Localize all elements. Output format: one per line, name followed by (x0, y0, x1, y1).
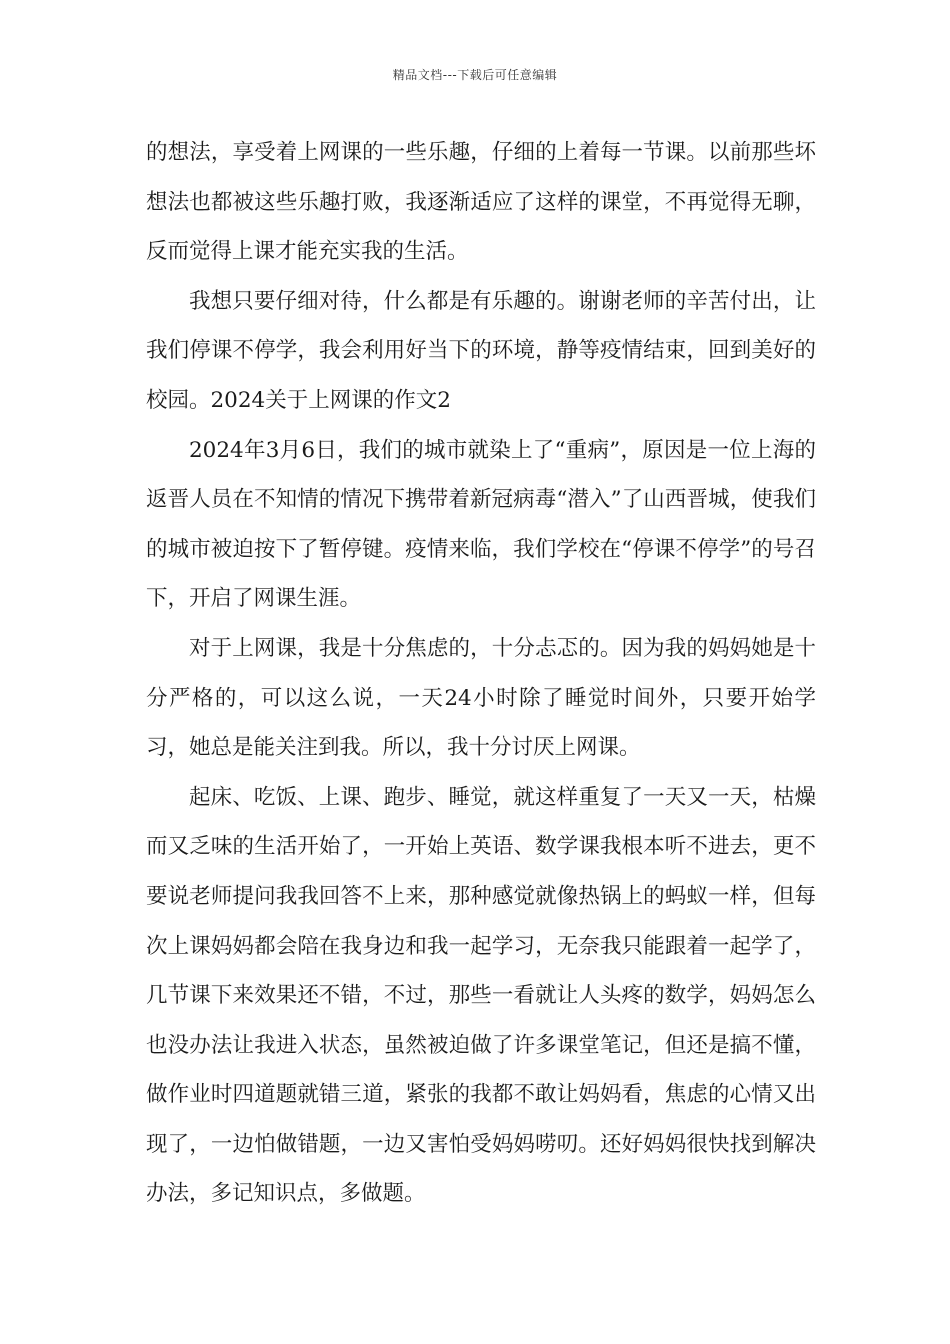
paragraph-3: 2024年3月6日，我们的城市就染上了“重病”，原因是一位上海的返晋人员在不知情的情况下携带着新冠病毒“潜入”了山西晋城，使我们的城市被迫按下了暂停键。疫情来临，我们学校在“停课不停学”的号召下，开启了网课生涯。 (146, 437, 816, 612)
page-header: 精品文档---下载后可任意编辑 (392, 68, 558, 82)
paragraph-4: 对于上网课，我是十分焦虑的，十分忐忑的。因为我的妈妈她是十分严格的，可以这么说，一天24小时除了睡觉时间外，只要开始学习，她总是能关注到我。所以，我十分讨厌上网课。 (146, 635, 816, 761)
paragraph-2: 我想只要仔细对待，什么都是有乐趣的。谢谢老师的辛苦付出，让我们停课不停学，我会利用好当下的环境，静等疫情结束，回到美好的校园。2024关于上网课的作文2 (146, 288, 816, 413)
paragraph-1: 的想法，享受着上网课的一些乐趣，仔细的上着每一节课。以前那些坏想法也都被这些乐趣打败，我逐渐适应了这样的课堂，不再觉得无聊，反而觉得上课才能充实我的生活。 (146, 140, 816, 265)
paragraph-5: 起床、吃饭、上课、跑步、睡觉，就这样重复了一天又一天，枯燥而又乏味的生活开始了，一开始上英语、数学课我根本听不进去，更不要说老师提问我我回答不上来，那种感觉就像热锅上的蚂蚁一样，但每次上课妈妈都会陪在我身边和我一起学习，无奈我只能跟着一起学了，几节课下来效果还不错，不过，那些一看就让人头疼的数学，妈妈怎么也没办法让我进入状态，虽然被迫做了许多课堂笔记，但还是搞不懂，做作业时四道题就错三道，紧张的我都不敢让妈妈看，焦虑的心情又出现了，一边怕做错题，一边又害怕受妈妈唠叨。还好妈妈很快找到解决办法，多记知识点，多做题。 (146, 784, 816, 1207)
document-body (146, 128, 816, 1219)
